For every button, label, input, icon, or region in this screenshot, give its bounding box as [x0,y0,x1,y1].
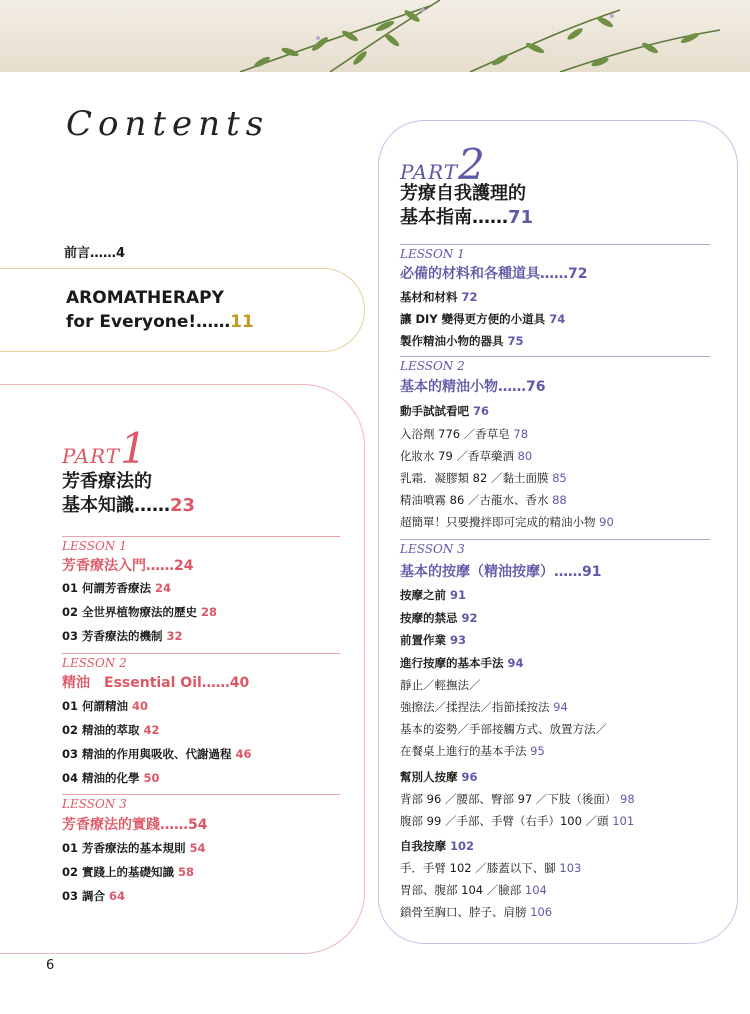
part1-title-line2 [62,494,195,518]
item-text: 03 調合 [62,889,106,903]
part2-lesson2-item[interactable] [400,492,567,508]
part2-lesson2-item[interactable] [400,470,567,486]
item-text: 基本的姿勢／手部接觸方式、放置方法／ [400,722,607,736]
aromatherapy-page: 11 [230,312,254,332]
item-page: 88 [552,493,567,507]
item-page: 42 [143,723,160,737]
item-text: 在餐桌上進行的基本手法 [400,744,527,758]
aromatherapy-title-text: for Everyone!…… [66,312,231,332]
part2-title-line1: 芳療自我護理的 [400,183,526,204]
part2-lesson3-tag: LESSON 3 [400,542,465,556]
item-text: 前置作業 [400,633,446,647]
part2-lesson2-divider [400,356,710,357]
item-text: 化妝水 79 ／香草藥酒 [400,449,514,463]
part2-lesson1-tag: LESSON 1 [400,247,465,261]
item-text: 腹部 99 ／手部、手臂（右手）100 ／頭 [400,814,609,828]
item-page: 46 [235,747,252,761]
part1-number: 1 [120,424,147,473]
part2-label [400,140,485,189]
item-page: 76 [473,404,490,418]
part1-lesson1-divider [62,536,340,537]
part2-title-line2-text: 基本指南…… [400,207,508,228]
part2-lesson2-item[interactable] [400,514,614,530]
part1-lesson1-item[interactable] [62,604,217,620]
item-page: 24 [155,581,172,595]
part2-lesson3-title[interactable]: 基本的按摩（精油按摩）……91 [400,564,602,580]
item-text: 讓 DIY 變得更方便的小道具 [400,312,546,326]
part2-word: PART [400,160,459,184]
item-text: 基材和材料 [400,290,458,304]
item-page: 93 [450,633,467,647]
item-page: 101 [612,814,635,828]
item-text: 按摩之前 [400,588,446,602]
part2-lesson3-item[interactable] [400,882,547,898]
item-text: 入浴劑 776 ／香草皂 [400,427,510,441]
part2-lesson3-item[interactable] [400,721,607,737]
item-page: 58 [178,865,195,879]
aromatherapy-title-line2[interactable] [66,312,254,332]
item-text: 背部 96 ／腰部、臀部 97 ／下肢（後面） [400,792,617,806]
part1-lesson3-tag: LESSON 3 [62,797,127,811]
part2-lesson3-item[interactable] [400,610,478,626]
part1-lesson1-item[interactable] [62,628,183,644]
item-page: 95 [530,744,545,758]
item-page: 74 [549,312,566,326]
part2-lesson3-item[interactable] [400,587,466,603]
part2-lesson2-tag: LESSON 2 [400,359,465,373]
item-text: 03 芳香療法的機制 [62,629,163,643]
part2-lesson2-item[interactable] [400,426,528,442]
item-page: 32 [166,629,183,643]
part2-lesson3-item[interactable] [400,860,581,876]
item-text: 進行按摩的基本手法 [400,656,504,670]
part1-lesson1-tag: LESSON 1 [62,539,127,553]
item-page: 50 [143,771,160,785]
preface-entry[interactable]: 前言……4 [64,246,126,261]
item-text: 03 精油的作用與吸收、代謝過程 [62,747,232,761]
aromatherapy-title-line1[interactable]: AROMATHERAPY [66,288,224,308]
item-text: 自我按摩 [400,839,446,853]
item-page: 94 [553,700,568,714]
item-page: 78 [513,427,529,441]
item-text: 鎖骨至胸口、脖子、肩膀 [400,905,527,919]
part1-lesson3-divider [62,794,340,795]
part1-lesson2-item[interactable] [62,770,160,786]
part1-lesson2-tag: LESSON 2 [62,656,127,670]
item-page: 104 [524,883,547,897]
part1-title-line2-text: 基本知識…… [62,495,170,516]
item-text: 按摩的禁忌 [400,611,458,625]
item-page: 85 [552,471,567,485]
item-page: 75 [507,334,524,348]
item-text: 01 芳香療法的基本規則 [62,841,186,855]
part2-lesson1-title[interactable]: 必備的材料和各種道具……72 [400,266,588,282]
contents-heading: Contents [66,104,270,144]
part1-word: PART [62,444,121,468]
part2-lesson2-title[interactable]: 基本的精油小物……76 [400,379,546,395]
item-page: 54 [189,841,206,855]
item-page: 91 [450,588,467,602]
part2-lesson1-divider [400,244,710,245]
part1-lesson3-title[interactable]: 芳香療法的實踐……54 [62,817,208,833]
item-text: 01 何謂精油 [62,699,129,713]
page-number: 6 [46,958,55,973]
part1-lesson1-title[interactable]: 芳香療法入門……24 [62,558,194,574]
item-page: 98 [620,792,635,806]
part2-number: 2 [458,140,485,189]
item-text: 01 何謂芳香療法 [62,581,152,595]
item-text: 乳霜．凝膠類 82 ／黏土面膜 [400,471,549,485]
item-text: 幫別人按摩 [400,770,458,784]
part2-lesson3-item[interactable] [400,699,568,715]
item-page: 40 [132,699,149,713]
part2-lesson3-item[interactable] [400,632,466,648]
part2-lesson3-item[interactable] [400,769,478,785]
item-page: 92 [461,611,478,625]
part1-title-page: 23 [170,495,196,516]
part2-title-line2 [400,206,533,230]
part2-lesson3-item[interactable] [400,743,545,759]
item-page: 102 [450,839,475,853]
part1-lesson1-item[interactable] [62,580,171,596]
part1-lesson3-item[interactable] [62,864,194,880]
part2-lesson3-item[interactable] [400,677,481,693]
item-text: 超簡單！只要攪拌即可完成的精油小物 [400,515,596,529]
part2-title[interactable] [400,182,533,230]
part1-label [62,424,147,473]
aromatherapy-frame [0,268,365,352]
part2-lesson2-item[interactable] [400,448,532,464]
part2-lesson3-item[interactable] [400,791,635,807]
item-text: 04 精油的化學 [62,771,140,785]
item-page: 94 [507,656,524,670]
item-text: 製作精油小物的器具 [400,334,504,348]
part2-lesson1-item[interactable] [400,333,524,349]
item-page: 64 [109,889,126,903]
part1-lesson2-title[interactable]: 精油 Essential Oil……40 [62,675,250,691]
header-banner-image [0,0,750,72]
part2-lesson3-divider [400,539,710,540]
item-page: 96 [461,770,478,784]
part2-lesson3-item[interactable] [400,655,524,671]
part1-lesson3-item[interactable] [62,840,206,856]
item-text: 動手試試看吧 [400,404,469,418]
item-text: 02 全世界植物療法的歷史 [62,605,198,619]
item-text: 精油噴霧 86 ／古龍水、香水 [400,493,549,507]
part2-lesson1-item[interactable] [400,311,565,327]
item-page: 106 [530,905,553,919]
part1-lesson2-item[interactable] [62,746,252,762]
part1-lesson2-item[interactable] [62,698,148,714]
item-text: 手．手臂 102 ／膝蓋以下、腳 [400,861,556,875]
item-page: 80 [517,449,533,463]
part2-title-page: 71 [508,207,534,228]
item-text: 胃部、腹部 104 ／臉部 [400,883,522,897]
item-text: 02 精油的萃取 [62,723,140,737]
item-text: 靜止／輕撫法／ [400,678,481,692]
part1-lesson2-item[interactable] [62,722,160,738]
item-page: 90 [599,515,614,529]
part2-lesson1-item[interactable] [400,289,478,305]
item-page: 28 [201,605,218,619]
part1-title-line1: 芳香療法的 [62,471,152,492]
item-page: 103 [559,861,582,875]
part2-lesson3-item[interactable] [400,904,552,920]
item-page: 72 [461,290,478,304]
item-text: 強擦法／揉捏法／指節揉按法 [400,700,550,714]
part1-lesson2-divider [62,653,340,654]
part2-lesson3-item[interactable] [400,813,634,829]
item-text: 02 實踐上的基礎知識 [62,865,175,879]
part1-title[interactable] [62,470,195,518]
part2-lesson3-item[interactable] [400,838,474,854]
part1-lesson3-item[interactable] [62,888,125,904]
part2-lesson2-item[interactable] [400,403,489,419]
